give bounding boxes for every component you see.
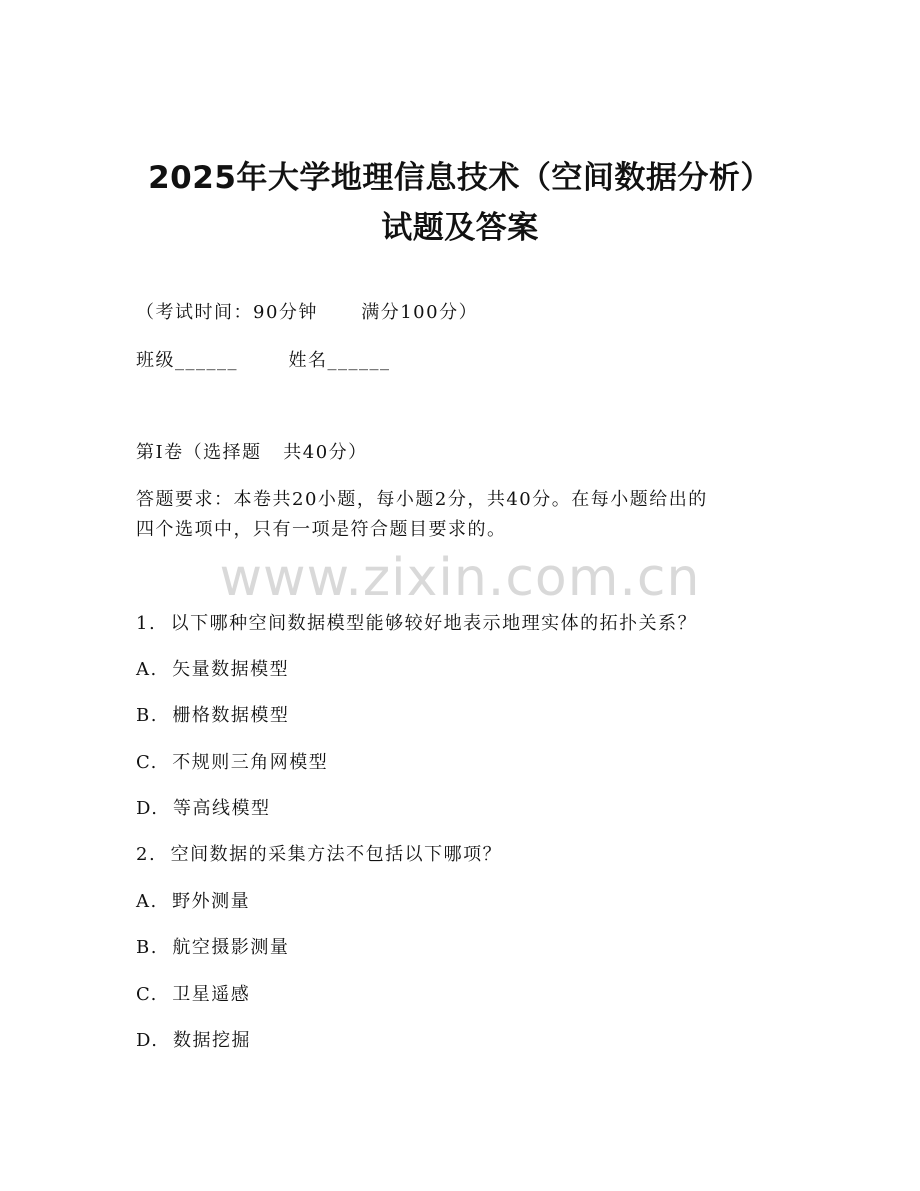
section-heading: 第I卷（选择题 共40分） <box>136 442 368 463</box>
question-1-option-d: D. 等高线模型 <box>136 798 271 819</box>
instructions-line1: 答题要求：本卷共20小题，每小题2分，共40分。在每小题给出的 <box>136 489 708 510</box>
document-title-line2: 试题及答案 <box>381 210 539 246</box>
exam-time-score: （考试时间：90分钟 满分100分） <box>136 302 479 323</box>
question-1-option-a: A. 矢量数据模型 <box>136 659 290 680</box>
class-name-fields: 班级______ 姓名______ <box>136 350 391 371</box>
question-1-stem: 1. 以下哪种空间数据模型能够较好地表示地理实体的拓扑关系？ <box>136 613 698 634</box>
watermark: www.zixin.com.cn <box>219 548 701 608</box>
question-2-option-b: B. 航空摄影测量 <box>136 937 290 958</box>
question-2-stem: 2. 空间数据的采集方法不包括以下哪项？ <box>136 844 503 865</box>
document-title-line1: 2025年大学地理信息技术（空间数据分析） <box>148 160 772 196</box>
instructions-line2: 四个选项中，只有一项是符合题目要求的。 <box>136 519 507 540</box>
question-2-option-d: D. 数据挖掘 <box>136 1030 251 1051</box>
question-1-option-c: C. 不规则三角网模型 <box>136 752 329 773</box>
question-1-option-b: B. 栅格数据模型 <box>136 705 290 726</box>
question-2-option-c: C. 卫星遥感 <box>136 984 251 1005</box>
question-2-option-a: A. 野外测量 <box>136 891 251 912</box>
